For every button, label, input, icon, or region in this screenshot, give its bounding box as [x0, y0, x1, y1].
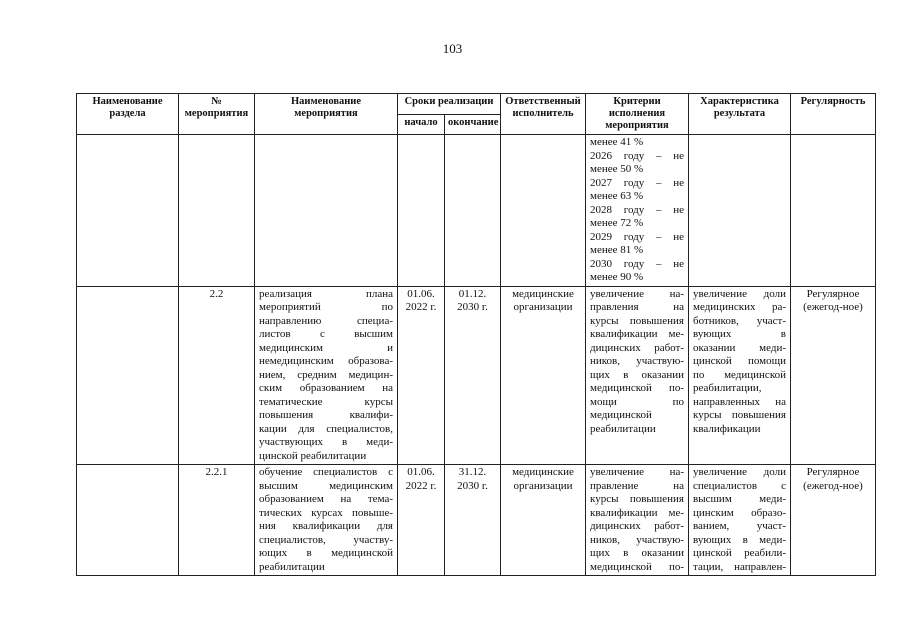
criteria-line: менее 81 %	[590, 244, 644, 256]
name-line: тических курсах повыше-	[259, 506, 393, 519]
criteria-line: медицинской по-	[590, 560, 684, 573]
cell-empty	[179, 135, 255, 287]
criteria-line: ников, участвую-	[590, 355, 684, 367]
criteria-line: щих в оказании	[590, 547, 684, 559]
result-line: направленных на	[693, 395, 786, 408]
result-line: увеличение доли	[693, 466, 786, 478]
cell-empty	[255, 135, 398, 287]
cell-result	[689, 286, 791, 465]
cell-event-name	[255, 465, 398, 576]
result-line: тации, направлен-	[693, 560, 786, 573]
cell-event-name	[255, 286, 398, 465]
name-line: листов с высшим	[259, 328, 393, 340]
cell-section	[77, 465, 179, 576]
cell-regularity: Регулярное (ежегод-ное)	[791, 465, 876, 576]
name-line: повышения квалифи-	[259, 409, 393, 421]
result-line: цинской реабили-	[693, 547, 786, 559]
criteria-line: курсы повышения	[590, 314, 684, 327]
result-line: ванием, участ-	[693, 520, 786, 532]
header-section-name: Наименование раздела	[77, 94, 179, 135]
name-line: реабилитации	[259, 560, 325, 573]
criteria-line: менее 63 %	[590, 190, 644, 202]
header-row	[77, 94, 876, 115]
name-line: специалистов, участву-	[259, 533, 393, 546]
name-line: ющих в медицинской	[259, 547, 393, 559]
name-line: обучение специалистов с	[259, 466, 393, 478]
cell-section	[77, 286, 179, 465]
cell-criteria	[586, 465, 689, 576]
criteria-line: увеличение на-	[590, 287, 684, 300]
criteria-line: щих в оказании	[590, 368, 684, 381]
result-line: высшим меди-	[693, 493, 786, 505]
header-regularity: Регулярность	[791, 94, 876, 135]
table-row-continuation	[77, 135, 876, 287]
criteria-line: правления на	[590, 301, 684, 313]
cell-end: 31.12. 2030 г.	[445, 465, 501, 576]
header-end: окончание	[445, 114, 501, 135]
result-line: увеличение доли	[693, 287, 786, 300]
result-line: курсы повышения	[693, 409, 786, 421]
cell-empty	[445, 135, 501, 287]
cell-executor: медицинские организации	[501, 465, 586, 576]
criteria-line: менее 72 %	[590, 217, 644, 229]
header-criteria: Критерии исполнения мероприятия	[586, 94, 689, 135]
cell-empty	[398, 135, 445, 287]
table-row	[77, 465, 876, 576]
result-line: реабилитации,	[693, 382, 762, 394]
criteria-line: 2029 году – не	[590, 230, 684, 243]
header-event-number: № мероприятия	[179, 94, 255, 135]
name-line: тематические курсы	[259, 395, 393, 408]
criteria-line: дицинских работ-	[590, 341, 684, 354]
criteria-line: менее 90 %	[590, 271, 644, 283]
criteria-line: 2030 году – не	[590, 257, 684, 270]
name-line: направлению специа-	[259, 314, 393, 327]
criteria-line: правление на	[590, 479, 684, 492]
cell-regularity: Регулярное (ежегод-ное)	[791, 286, 876, 465]
criteria-line: курсы повышения	[590, 493, 684, 505]
cell-empty	[501, 135, 586, 287]
criteria-line: медицинской	[590, 409, 652, 421]
name-line: немедицинским образова-	[259, 355, 393, 367]
cell-end: 01.12. 2030 г.	[445, 286, 501, 465]
cell-empty	[791, 135, 876, 287]
name-line: цинской реабилитации	[259, 449, 367, 462]
plan-table	[76, 93, 876, 576]
result-line: вующих в меди-	[693, 533, 786, 546]
cell-number: 2.2	[179, 286, 255, 465]
cell-criteria	[586, 286, 689, 465]
name-line: нием, средним медицин-	[259, 368, 393, 381]
cell-criteria	[586, 135, 689, 287]
name-line: медицинским и	[259, 341, 393, 354]
criteria-line: мощи по	[590, 395, 684, 408]
cell-empty	[689, 135, 791, 287]
result-line: ботников, участ-	[693, 314, 786, 327]
result-line: цинским образо-	[693, 506, 786, 519]
cell-result	[689, 465, 791, 576]
cell-start: 01.06. 2022 г.	[398, 465, 445, 576]
criteria-line: 2027 году – не	[590, 176, 684, 189]
header-start: начало	[398, 114, 445, 135]
header-result: Характеристика результата	[689, 94, 791, 135]
name-line: мероприятий по	[259, 301, 393, 313]
criteria-line: реабилитации	[590, 422, 656, 435]
page-number: 103	[442, 41, 463, 56]
result-line: медицинских ра-	[693, 301, 786, 313]
name-line: реализация плана	[259, 287, 393, 300]
criteria-line: менее 50 %	[590, 163, 644, 175]
cell-empty	[77, 135, 179, 287]
name-line: участвующих в меди-	[259, 436, 393, 448]
criteria-line: квалификации ме-	[590, 506, 684, 519]
cell-start: 01.06. 2022 г.	[398, 286, 445, 465]
result-line: квалификации	[693, 422, 761, 435]
name-line: кации для специалистов,	[259, 422, 393, 435]
header-event-name: Наименование мероприятия	[255, 94, 398, 135]
result-line: по медицинской	[693, 368, 786, 381]
result-line: специалистов с	[693, 479, 786, 492]
name-line: ским образованием на	[259, 382, 393, 394]
criteria-line: квалификации ме-	[590, 328, 684, 340]
criteria-line: ников, участвую-	[590, 533, 684, 546]
cell-number: 2.2.1	[179, 465, 255, 576]
name-line: высшим медицинским	[259, 479, 393, 492]
criteria-line: дицинских работ-	[590, 520, 684, 532]
cell-executor: медицинские организации	[501, 286, 586, 465]
header-terms: Сроки реализации	[398, 94, 501, 115]
criteria-line: менее 41 %	[590, 136, 644, 148]
table-row	[77, 286, 876, 465]
name-line: образованием на тема-	[259, 493, 393, 505]
criteria-line: увеличение на-	[590, 466, 684, 478]
header-executor: Ответственный исполнитель	[501, 94, 586, 135]
name-line: ния квалификации для	[259, 520, 393, 532]
criteria-line: медицинской по-	[590, 382, 684, 394]
result-line: оказании меди-	[693, 341, 786, 354]
criteria-line: 2026 году – не	[590, 149, 684, 162]
criteria-line: 2028 году – не	[590, 203, 684, 216]
result-line: вующих в	[693, 328, 786, 340]
result-line: цинской помощи	[693, 355, 786, 367]
